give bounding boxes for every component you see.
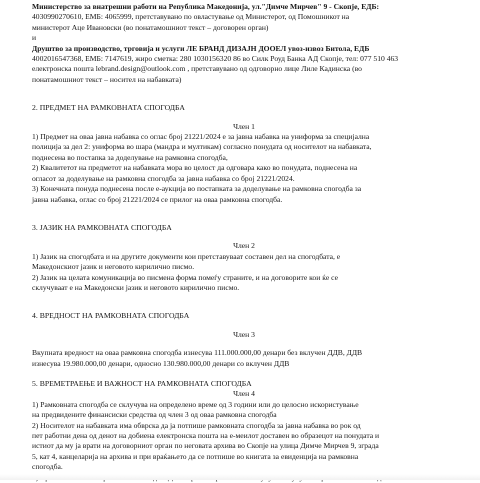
section5-line: 2) Носителот на набавката има обврска да ја потпише рамковната спогодба за јавна набавка во рок од [32,420,361,430]
party2-line4: понатамошниот текст – носител на набавката) [32,74,182,84]
section5-line: 5, кат 4, канцеларија на архива и при враќањето да се потпише во книгата за евиденција на рамковна [32,451,359,461]
section4-article: Член 3 [233,329,255,339]
section3-line: 1) Јазик на спогодбата и на другите документи кои претставуваат составен дел на спогодбата, е [32,251,341,261]
party2-line3: електронска пошта lebrand.design@outlook.com , претставувано од одговорно лице Лиле Кадинска (во [32,64,362,74]
party2-line1: Друштво за производство, трговија и услуги ЛЕ БРАНД ДИЗАЈН ДООЕЛ увоз-извоз Битола, ЕДБ [32,43,370,53]
party1-line1: Министерство за внатрешни работи на Република Македонија, ул."Димче Мирчев" 9 - Скопје, ЕДБ: [32,2,380,11]
section4-line: изнесува 19.980.000,00 денари, односно 130.980.000,00 денари со вклучен ДДВ [32,358,290,368]
party1-line3: министерот Аце Ивановски (во понатамошниот текст – договорен орган) [32,22,269,32]
section5-line: спогодба. [32,462,63,472]
section2-line: 3) Конечната понуда поднесена после е-аукција во постапката за доделување на рамковна спогодба за [32,184,362,194]
section3-line: склучуваат е на Македонски јазик и неговото кирилично писмо. [32,282,240,292]
section4-heading: 4. ВРЕДНОСТ НА РАМКОВНАТА СПОГОДБА [32,311,190,321]
section5-line: пет работни дена од денот на добиена електронска пошта на е-меилот доставен во образецот на понудата и [32,431,380,440]
section5-line: истиот да му ја врати на договорниот орган по неговата архива во Скопје на улица Димче Мирчев 9, зграда [32,441,379,451]
section2-line: огласот за доделување на рамковна спогодба за јавна набавка со број 21221/2024. [32,173,295,183]
section3-article: Член 2 [233,241,255,251]
party1-line2: 4030990270610, ЕМБ: 4065999, претставувано по овластување од Министерот, од Помошникот на [32,12,350,22]
party-conjunction: и [32,33,37,43]
section3-line: Македонскиот јазик и неговото кирилично писмо. [32,262,195,272]
section5-line: на предвидените финансиски средства од член 3 од оваа рамковна спогодба [32,410,277,420]
section2-line: полиција за дел 2: униформа во шара (мандра и мултикам) согласно понудата од носителот на набавката, [32,142,372,152]
section2-line: 1) Предмет на овaa јавна набавка со оглас број 21221/2024 е за јавна набавка на униформа за специјална [32,132,370,142]
section5-line: 1) Рамковната спогодба се склучува на определено време од 3 години или до целосно искористување [32,399,359,409]
scan-edge [0,474,480,480]
party2-line2: 4002016547368, ЕМБ: 7147619, жиро сметка: 280 1030156320 86 во Силк Роуд Банка АД Скопје, тел: 077 510 463 [32,54,399,64]
section5-article: Член 4 [233,389,255,399]
section5-heading: 5. ВРЕМЕТРАЕЊЕ И ВАЖНОСТ НА РАМКОВНАТА СПОГОДБА [32,378,252,388]
section2-article: Член 1 [233,121,255,131]
section2-line: поднесена во постапка за доделување на рамковна спогодба, [32,152,228,162]
section3-heading: 3. ЈАЗИК НА РАМКОВНАТА СПОГОДБА [32,222,172,232]
section3-line: 2) Јазик на целата комуникација во писмена форма помеѓу страните, и на договорите кои ќе се [32,272,338,282]
section2-line: 2) Квалитетот на предметот на набавката мора во целост да одговара како во понудата, поднесена на [32,163,358,173]
section4-line: Вкупната вредност на оваа рамковна спогодба изнесува 111.000.000,00 денари без вклучен ДДВ, ДДВ [32,348,363,358]
section2-line: јавна набавка, оглас со број 21221/2024 се прилог на оваа рамковна спогодба. [32,194,283,204]
section2-heading: 2. ПРЕДМЕТ НА РАМКОВНАТА СПОГОДБА [32,103,185,113]
